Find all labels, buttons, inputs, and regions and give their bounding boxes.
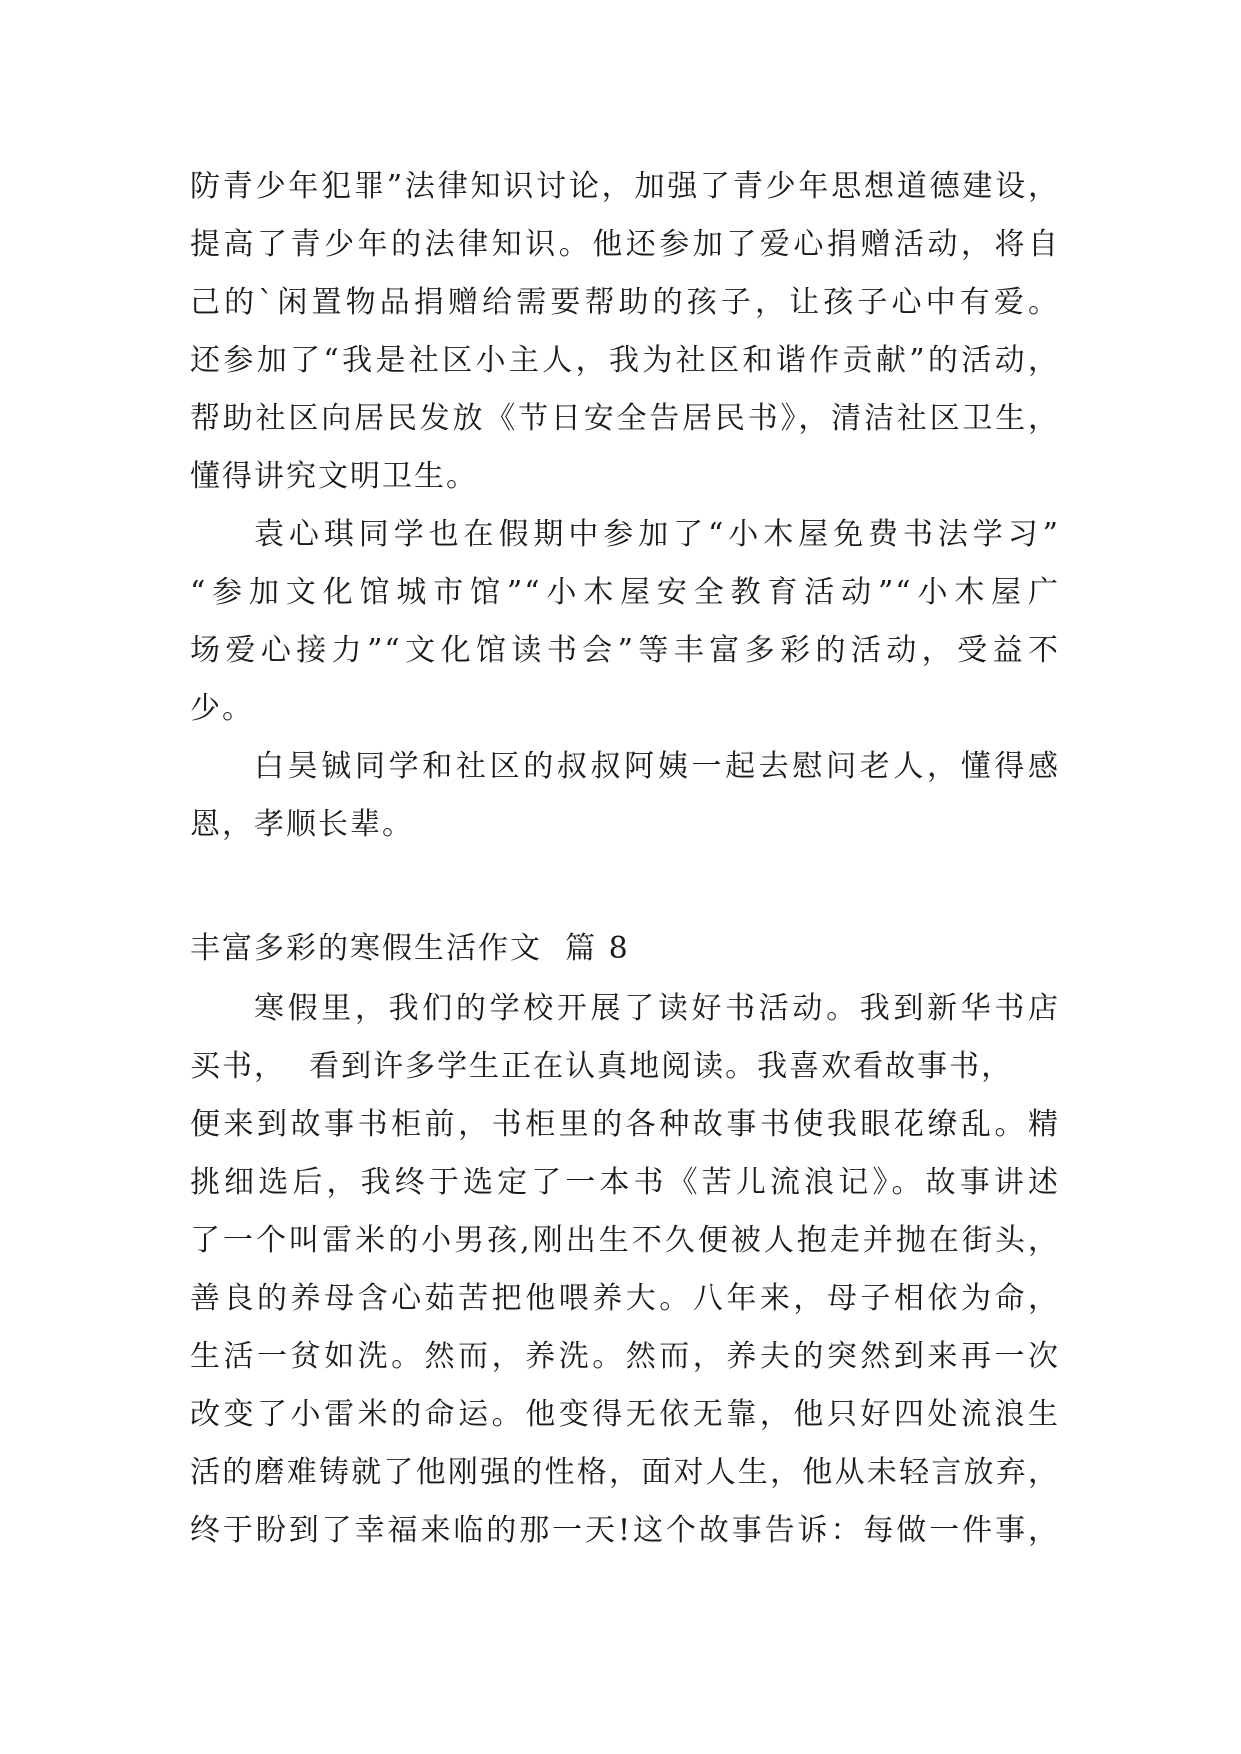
text-line: 提高了青少年的法律知识。他还参加了爱心捐赠活动，将自 [190,227,1060,262]
text-line: 生活一贫如洗。然而，养洗。然而，养夫的突然到来再一次 [190,1339,1060,1374]
section-heading [190,920,1060,978]
text-line: 改变了小雷米的命运。他变得无依无靠，他只好四处流浪生 [190,1397,1060,1432]
heading-text: 丰富多彩的寒假生活作文 篇 8 [190,931,630,966]
text-line: 帮助社区向居民发放《节日安全告居民书》，清洁社区卫生， [190,401,1060,436]
text-line: 了一个叫雷米的小男孩,刚出生不久便被人抱走并抛在街头， [190,1223,1060,1258]
text-line: 懂得讲究文明卫生。 [190,459,478,494]
text-line: 场爱心接力”“文化馆读书会”等丰富多彩的活动，受益不 [190,633,1060,668]
text-line: 防青少年犯罪”法律知识讨论，加强了青少年思想道德建设， [190,169,1060,204]
text-line: “参加文化馆城市馆”“小木屋安全教育活动”“小木屋广 [190,575,1060,610]
text-line: 挑细选后，我终于选定了一本书《苦儿流浪记》。故事讲述 [190,1165,1060,1200]
paragraph-law-and-charity [190,158,1060,506]
text-line: 袁心琪同学也在假期中参加了“小木屋免费书法学习” [254,517,1060,552]
paragraph-winter-reading [190,980,1060,1560]
text-line: 终于盼到了幸福来临的那一天!这个故事告诉：每做一件事， [190,1513,1060,1548]
text-line: 善良的养母含心茹苦把他喂养大。八年来，母子相依为命， [190,1281,1060,1316]
text-line: 便来到故事书柜前，书柜里的各种故事书使我眼花缭乱。精 [190,1107,1060,1142]
paragraph-bai-haocheng [190,738,1060,854]
text-line: 买书， 看到许多学生正在认真地阅读。我喜欢看故事书， [190,1049,1014,1084]
text-line: 己的`闲置物品捐赠给需要帮助的孩子，让孩子心中有爱。 [190,285,1060,320]
text-line: 少。 [190,691,254,726]
text-line: 活的磨难铸就了他刚强的性格，面对人生，他从未轻言放弃， [190,1455,1060,1490]
text-line: 寒假里，我们的学校开展了读好书活动。我到新华书店 [254,991,1060,1026]
text-line: 白昊铖同学和社区的叔叔阿姨一起去慰问老人，懂得感 [254,749,1060,784]
paragraph-yuan-xinqi [190,506,1060,738]
text-line: 恩，孝顺长辈。 [190,807,414,842]
text-line: 还参加了“我是社区小主人，我为社区和谐作贡献”的活动， [190,343,1060,378]
